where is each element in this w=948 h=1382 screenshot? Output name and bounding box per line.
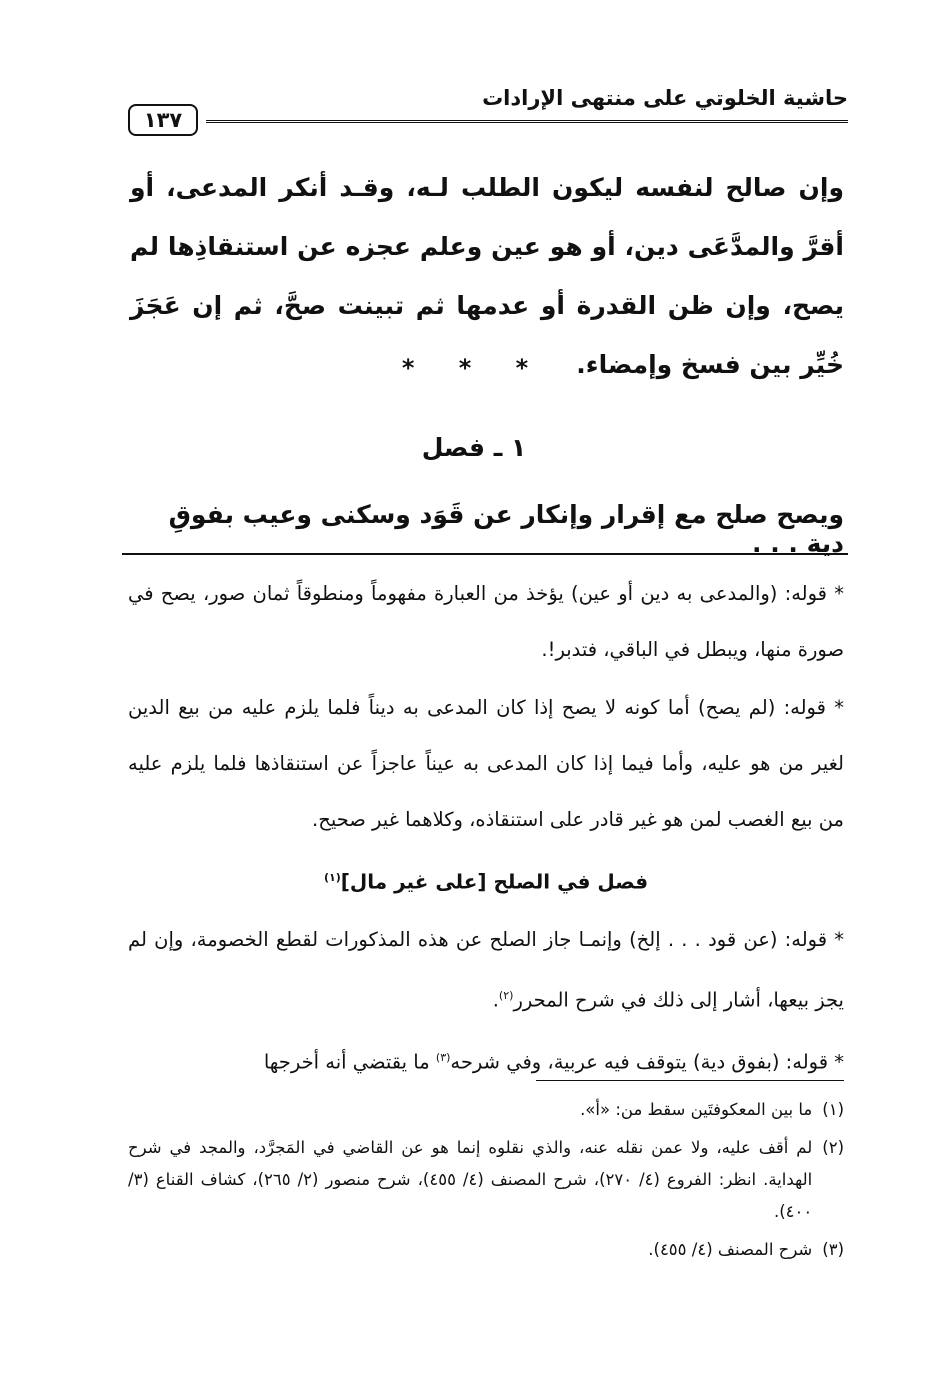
footnote-2 — [128, 1132, 844, 1228]
running-title: حاشية الخلوتي على منتهى الإرادات — [482, 86, 848, 110]
header-rule — [206, 120, 848, 123]
footnote-ref-1: (١) — [323, 871, 341, 884]
page-header — [128, 82, 848, 132]
section-title: ١ ـ فصل — [421, 433, 527, 462]
matn-section-line: ويصح صلح مع إقرار وإنكار عن قَوَد وسكنى وعيب بفوقِ دية . . . — [168, 500, 844, 558]
commentary-paragraph-1: * قوله: (والمدعى به دين أو عين) يؤخذ من العبارة مفهوماً ومنطوقاً ثمان صور، يصح في صورة منها، ويبطل في الباقي، فتدبر!. — [128, 582, 844, 661]
commentary-paragraph-4 — [128, 1030, 844, 1091]
footnote-1 — [128, 1094, 844, 1126]
paragraph-4-start: * قوله: (بفوق دية) يتوقف فيه عربية، وفي شرحه — [450, 1050, 844, 1074]
paragraph-4-end: ما يقتضي أنه أخرجها — [263, 1050, 436, 1074]
page-number: ١٣٧ — [128, 104, 198, 136]
footnote-text: لم أقف عليه، ولا عمن نقله عنه، والذي نقلوه إنما هو عن القاضي في المَجرَّد، والمجد في شرح الهداية. انظر: الفروع (٤/ ٢٧٠)، شرح المصنف (٤/ ٤٥٥)، شرح منصور (٢/ ٢٦٥)، كشاف القناع (٣/ ٤٠٠). — [128, 1138, 813, 1221]
matn-sharh-divider — [122, 553, 848, 555]
footnotes — [128, 1094, 844, 1272]
paragraph-3-end: . — [492, 988, 499, 1012]
paragraph-3-text: * قوله: (عن قود . . . إلخ) وإنمـا جاز الصلح عن هذه المذكورات لقطع الخصومة، وإن لم يجز بيعها، أشار إلى ذلك في شرح المحرر — [128, 927, 844, 1012]
sub-heading-text: فصل في الصلح [على غير مال] — [340, 869, 649, 894]
section-separator: * * * — [401, 354, 547, 382]
commentary-paragraph-3 — [128, 912, 844, 1029]
footnote-ref-3: (٣) — [435, 1051, 451, 1065]
footnote-rule — [536, 1080, 844, 1081]
footnote-number: (٢) — [822, 1138, 844, 1157]
footnote-ref-2: (٢) — [498, 988, 514, 1002]
commentary-paragraph-2: * قوله: (لم يصح) أما كونه لا يصح إذا كان المدعى به ديناً فلما يلزم عليه من بيع الدين لغير من هو عليه، وأما فيما إذا كان المدعى به عيناً عاجزاً عن استنقاذها فلما يلزم عليه من بيع الغصب لمن هو غير قادر على استنقاذه، وكلاهما غير صحيح. — [128, 696, 844, 831]
commentary-sub-heading — [128, 850, 844, 910]
footnote-text: ما بين المعكوفتَين سقط من: «أ». — [580, 1100, 813, 1119]
matn-paragraph: وإن صالح لنفسه ليكون الطلب لـه، وقـد أنكر المدعى، أو أقرَّ والمدَّعَى دين، أو هو عين وعلم عجزه عن استنقاذِها لم يصح، وإن ظن القدرة أو عدمها ثم تبينت صحَّ، ثم إن عَجَزَ خُيِّر بين فسخ وإمضاء. — [130, 173, 844, 379]
footnote-text: شرح المصنف (٤/ ٤٥٥). — [648, 1240, 813, 1259]
footnote-number: (١) — [822, 1100, 844, 1119]
commentary — [128, 566, 844, 1093]
footnote-number: (٣) — [822, 1240, 844, 1259]
footnote-3 — [128, 1234, 844, 1266]
